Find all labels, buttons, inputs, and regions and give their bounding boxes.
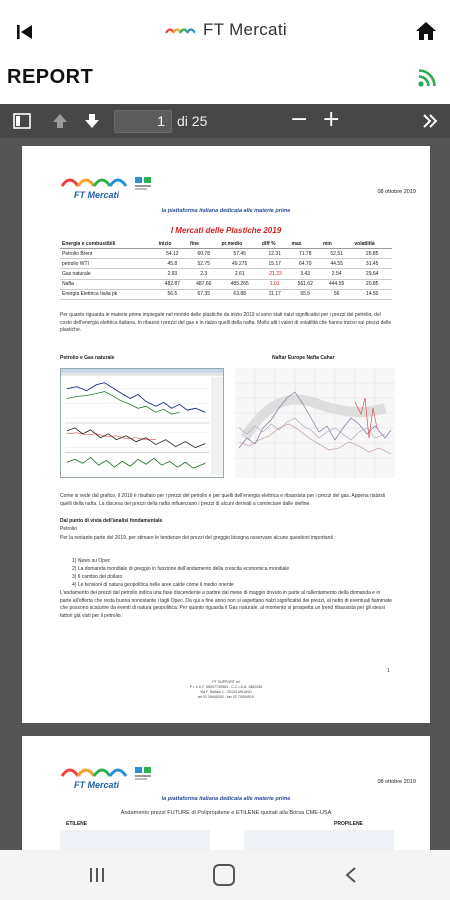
table-cell: 14.50 [352, 289, 392, 299]
doc-brand: FT Mercati [74, 780, 120, 790]
doc-title: I Mercati delle Plastiche 2019 [170, 226, 282, 235]
table-cell: 12.31 [260, 249, 290, 259]
table-cell: 56.5 [157, 289, 188, 299]
next-page-icon[interactable] [82, 111, 102, 131]
chart2-label: Naftar Europe Nafta Cahar [272, 355, 335, 361]
commodity-table [60, 239, 392, 300]
table-cell: 3.43 [290, 269, 321, 279]
table-header-cell: Energia e combustibili [60, 239, 157, 249]
doc-footer-line: tel 02 39440202 - fax 02 70004910 [198, 695, 254, 699]
table-cell: 54.12 [157, 249, 188, 259]
recent-apps-icon[interactable] [88, 866, 106, 884]
table-cell: 56 [321, 289, 352, 299]
table-cell: 31.45 [352, 259, 392, 269]
table-header-cell: min [321, 239, 352, 249]
table-row [60, 279, 392, 289]
table-row [60, 289, 392, 299]
table-cell: 45.8 [157, 259, 188, 269]
table-cell: Petrolio Brent [60, 249, 157, 259]
doc-date: 08 ottobre 2019 [377, 189, 416, 195]
table-header-cell: fine [188, 239, 219, 249]
chart1-label: Petrolio e Gas naturale [60, 355, 115, 361]
table-header-cell: diff % [260, 239, 290, 249]
tools-menu-icon[interactable] [420, 111, 440, 131]
list-item: 1) News su Opec [72, 558, 111, 564]
table-cell: 52.75 [188, 259, 219, 269]
brand-logo-icon [60, 172, 130, 190]
back-nav-icon[interactable] [344, 866, 358, 884]
previous-page-icon[interactable] [50, 111, 70, 131]
table-row [60, 259, 392, 269]
table-cell: 49.275 [219, 259, 259, 269]
home-icon[interactable] [414, 19, 438, 43]
propilene-chart-image [244, 830, 394, 850]
etilene-chart-image [60, 830, 210, 850]
table-cell: 487.66 [188, 279, 219, 289]
table-row [60, 249, 392, 259]
logo-waves-icon [165, 24, 195, 36]
oil-gas-chart-image [60, 368, 224, 478]
table-cell: 485.265 [219, 279, 259, 289]
logo-text: FT Mercati [203, 20, 287, 39]
etilene-label: ETILENE [66, 821, 88, 827]
nafta-chart-image [235, 368, 395, 478]
table-cell: 444.55 [321, 279, 352, 289]
system-nav-bar [0, 850, 450, 900]
table-cell: 71.78 [290, 249, 321, 259]
table-cell: -21.23 [260, 269, 290, 279]
partner-logo-icon [134, 766, 154, 782]
brand-logo-icon [60, 762, 130, 780]
list-item: 3) Il cambio del dollaro [72, 574, 123, 580]
table-cell: 561.62 [290, 279, 321, 289]
table-cell: 60.78 [188, 249, 219, 259]
table-cell: petrolio WTI [60, 259, 157, 269]
table-cell: 2.3 [188, 269, 219, 279]
table-cell: 67.35 [188, 289, 219, 299]
pdf-page-2 [22, 736, 430, 850]
doc-brand: FT Mercati [74, 190, 120, 200]
paragraph-oil-trend: L'andamento dei prezzi del petrolio indica una fase discendente a partire dal mese di maggio dovuto in parte al rallentamento della domanda e in parte all'offerta che resta buona nonostante i tagli Opec. Da qui a fine anno non si aspettano rialzi significativi dei prezzi, al netto di eventuali fiammate che possono scaturire da eventi di natura geopolitica. Per quanto riguarda il Gas naturale, al momento si prospetta un trend ribassista per gli stessi fattori già visti per il petrolio. [60, 590, 392, 619]
propilene-label: PROPILENE [334, 821, 363, 827]
home-nav-icon[interactable] [213, 864, 235, 886]
list-item: 2) La domanda mondiale di greggio in funzione dell'andamento della crescita economica mondiale [72, 566, 290, 572]
table-cell: 2.54 [321, 269, 352, 279]
doc-date: 08 ottobre 2019 [377, 779, 416, 785]
table-header-cell: volatilità [352, 239, 392, 249]
table-cell: 11.17 [260, 289, 290, 299]
table-cell: 26.85 [352, 249, 392, 259]
table-cell: 482.87 [157, 279, 188, 289]
table-cell: 65.5 [290, 289, 321, 299]
table-header-cell: max [290, 239, 321, 249]
table-cell: 44.55 [321, 259, 352, 269]
table-header-cell: pr.medio [219, 239, 259, 249]
table-header-cell: inizio [157, 239, 188, 249]
table-cell: Gas naturale [60, 269, 157, 279]
app-logo [165, 20, 287, 40]
table-cell: 63.88 [219, 289, 259, 299]
table-cell: 57.45 [219, 249, 259, 259]
doc-footer-line: FT SUPPORT srl [212, 680, 240, 684]
page-title: REPORT [7, 66, 94, 88]
table-cell: 64.70 [290, 259, 321, 269]
top-app-bar [0, 0, 450, 62]
table-row [60, 269, 392, 279]
page2-heading: Andamento prezzi FUTURE di Polipropilene e ETILENE quotati alla Borsa CME-USA [120, 810, 332, 816]
doc-tagline: la piattaforma italiana dedicata alle materie prime [161, 796, 291, 802]
pdf-page-1 [22, 146, 430, 723]
page-total-label: di 25 [177, 113, 208, 129]
table-header-row [60, 239, 392, 249]
list-item: 4) Le tensioni di natura geopolitica nelle aree calde come il medio oriente [72, 582, 234, 588]
table-cell: 20.85 [352, 279, 392, 289]
doc-page-number: 1 [387, 668, 390, 674]
page-number-input[interactable]: 1 [114, 110, 172, 133]
paragraph-intro: Per quanto riguarda le materie prime impiegate nel mondo delle plastiche da inizio 2019 si sono stati rialzi significativi per i prezzi del petrolio, del costo dell'energia elettrica italiana. In ribasso i prezzi del gas e in rialzo quelli della nafta. Molto alti i valori di volatilità che hanno inciso sui prezzi delle plastiche. [60, 312, 392, 334]
sidebar-toggle-icon[interactable] [12, 111, 32, 131]
table-cell: 15.17 [260, 259, 290, 269]
doc-footer-line: Via F. Bellani 1 - 20124 MILANO [200, 690, 252, 694]
pdf-viewer[interactable] [0, 138, 450, 850]
paragraph-questions: Per la restante parte del 2019, per stimare le tendenze dei prezzi del greggio bisogna osservare alcune questioni importanti : [60, 535, 336, 541]
rss-feed-icon[interactable] [416, 67, 438, 89]
doc-footer-line: P.I. e C.F. 06007730964 - C.C.I.A.A. 1862255 [189, 685, 263, 689]
table-cell: 52.51 [321, 249, 352, 259]
table-cell: Energia Elettrica Italia pk [60, 289, 157, 299]
report-header [0, 62, 450, 104]
table-cell: 1.01 [260, 279, 290, 289]
table-cell: 29.64 [352, 269, 392, 279]
table-cell: 2.93 [157, 269, 188, 279]
table-cell: 2.61 [219, 269, 259, 279]
skip-previous-icon[interactable] [14, 22, 36, 42]
doc-tagline: la piattaforma italiana dedicata alle materie prime [161, 208, 291, 214]
section-subhead-petrolio: Petrolio [60, 526, 77, 532]
table-cell: Nafta [60, 279, 157, 289]
pdf-toolbar [0, 104, 450, 138]
zoom-in-button[interactable]: + [322, 107, 341, 132]
paragraph-chart-comment: Come si vede dal grafico, il 2019 è risultato per i prezzi del petrolio e per quelli dell'energia elettrica e ribassista per i prezzi del gas. Appena rialzisti quelli della nafta. La discesa dei prezzi della nafta influenzano i prezzi di alcuni derivati a cominciare dalle olefine. [60, 493, 386, 507]
section-subhead: Dal punto di vista dell'analisi fondamentale [60, 518, 163, 524]
zoom-out-button[interactable]: − [290, 107, 309, 132]
partner-logo-icon [134, 176, 154, 192]
